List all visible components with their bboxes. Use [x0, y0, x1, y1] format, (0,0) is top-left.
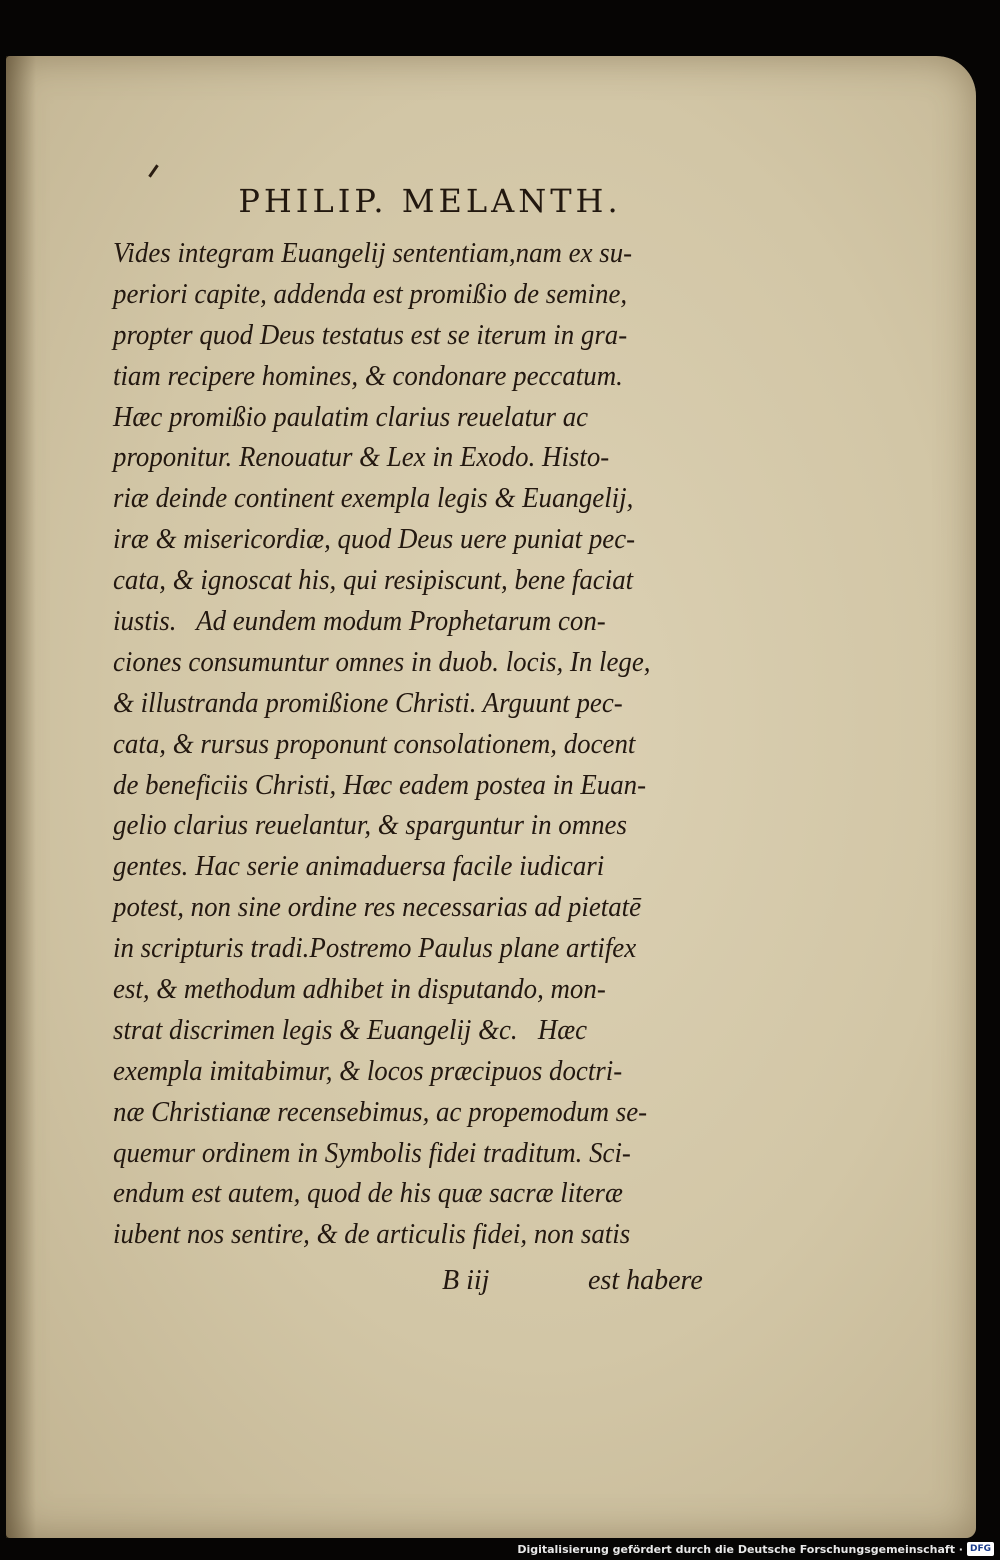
signature-mark: B iij: [442, 1265, 490, 1296]
catchword: est habere: [588, 1265, 703, 1296]
text-line: iræ & misericordiæ, quod Deus uere puniat pec-: [113, 524, 636, 556]
text-line: periori capite, addenda est promißio de semine,: [113, 278, 628, 310]
running-head: PHILIP. MELANTH.: [238, 182, 622, 220]
text-line: gelio clarius reuelantur, & sparguntur in omnes: [113, 810, 627, 842]
ink-mark: [148, 164, 158, 177]
text-line: quemur ordinem in Symbolis fidei traditum. Sci-: [113, 1137, 631, 1169]
footer-text: Digitalisierung gefördert durch die Deutsche Forschungsgemeinschaft ·: [517, 1542, 963, 1556]
text-line: endum est autem, quod de his quæ sacræ literæ: [113, 1178, 623, 1210]
footer-credit: [517, 1540, 994, 1558]
text-line: iustis. Ad eundem modum Prophetarum con-: [113, 606, 606, 638]
dfg-logo: DFG: [967, 1542, 994, 1556]
text-line: gentes. Hac serie animaduersa facile iudicari: [113, 851, 605, 883]
text-line: potest, non sine ordine res necessarias ad pietatē: [113, 892, 642, 924]
text-line: næ Christianæ recensebimus, ac propemodum se-: [113, 1096, 648, 1128]
text-line: de beneficiis Christi, Hæc eadem postea in Euan-: [113, 769, 647, 801]
text-line: & illustranda promißione Christi. Arguunt pec-: [113, 687, 623, 719]
text-line: tiam recipere homines, & condonare peccatum.: [113, 360, 623, 392]
text-line: propter quod Deus testatus est se iterum in gra-: [113, 319, 628, 351]
text-line: iubent nos sentire, & de articulis fidei, non satis: [113, 1219, 631, 1251]
text-line: strat discrimen legis & Euangelij &c. Hæc: [113, 1014, 588, 1046]
text-line: Hæc promißio paulatim clarius reuelatur ac: [113, 401, 589, 433]
text-line: Vides integram Euangelij sententiam,nam ex su-: [113, 238, 633, 269]
text-line: exempla imitabimur, & locos præcipuos doctri-: [113, 1055, 623, 1087]
text-line: proponitur. Renouatur & Lex in Exodo. Histo-: [113, 442, 610, 474]
text-line: cata, & ignoscat his, qui resipiscunt, bene faciat: [113, 565, 634, 597]
text-line: riæ deinde continent exempla legis & Euangelij,: [113, 483, 634, 515]
text-line: cata, & rursus proponunt consolationem, docent: [113, 728, 636, 760]
body-text: [113, 234, 673, 1256]
text-line: in scripturis tradi.Postremo Paulus plane artifex: [113, 933, 637, 965]
text-line: est, & methodum adhibet in disputando, mon-: [113, 974, 606, 1006]
text-line: ciones consumuntur omnes in duob. locis, In lege,: [113, 646, 651, 678]
